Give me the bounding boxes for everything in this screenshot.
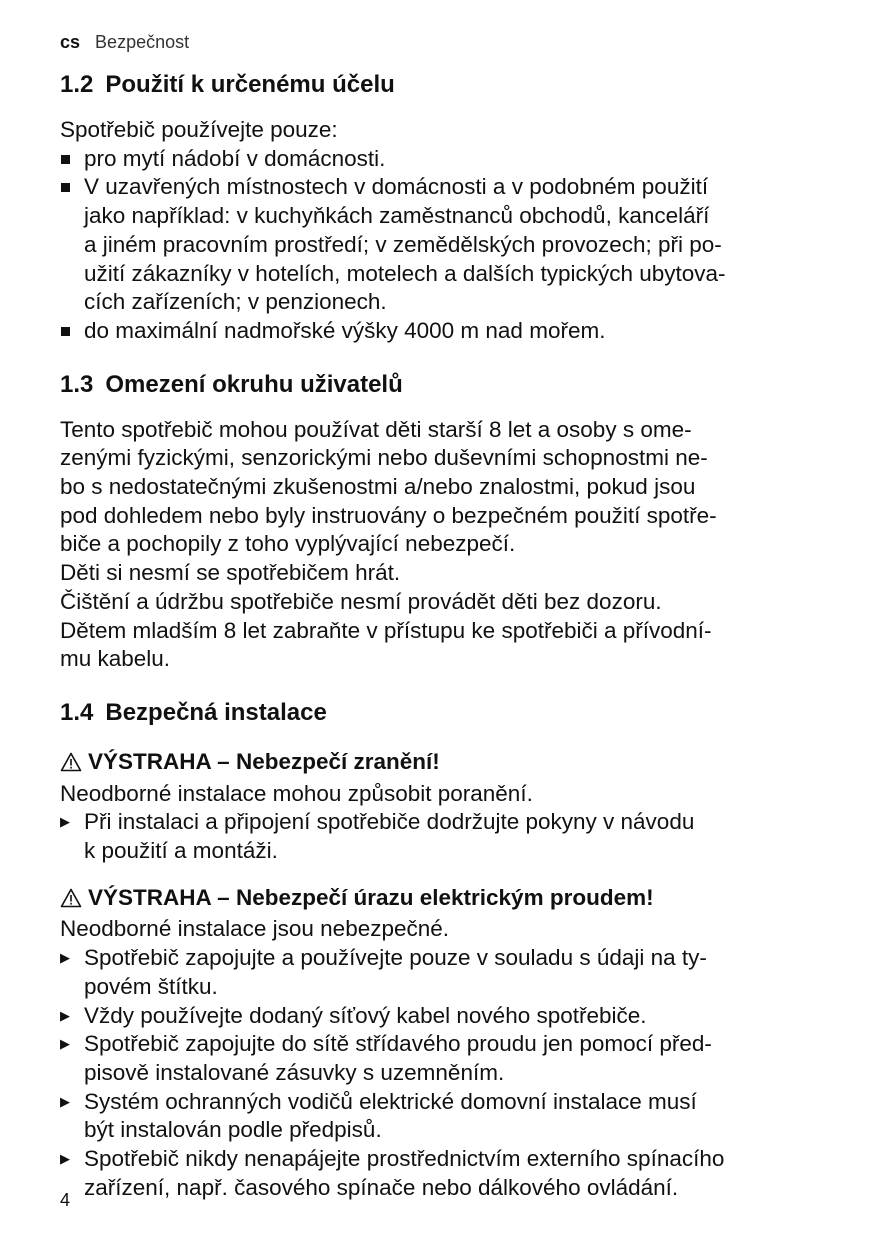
section-number: 1.2 [60, 71, 94, 98]
page-number: 4 [60, 1190, 71, 1210]
list-item-line: být instalován podle předpisů. [84, 1117, 382, 1143]
list-item [60, 173, 820, 317]
text-line: Dětem mladším 8 let zabraňte v přístupu ke spotřebiči a přívodní- [60, 617, 712, 643]
text-line: mu kabelu. [60, 646, 171, 672]
users-paragraph [60, 416, 820, 674]
list-item [60, 317, 820, 346]
language-code: cs [60, 32, 81, 52]
text-line: Tento spotřebič mohou používat děti starší 8 let a osoby s ome- [60, 416, 692, 442]
warning-text: Neodborné instalace jsou nebezpečné. [60, 916, 450, 942]
section-number: 1.3 [60, 370, 94, 398]
arrow-bullet-icon: ▶ [60, 1007, 70, 1023]
warning-title-text: VÝSTRAHA – Nebezpečí zranění! [88, 748, 440, 774]
warning-triangle-icon [60, 887, 82, 916]
page-content [60, 68, 820, 1203]
list-item [60, 1088, 820, 1145]
list-item [60, 1145, 820, 1202]
list-item-line: Při instalaci a připojení spotřebiče dodržujte pokyny v návodu [84, 809, 695, 835]
arrow-bullet-icon: ▶ [60, 1036, 70, 1052]
arrow-bullet-icon: ▶ [60, 950, 70, 966]
list-item-line: Spotřebič nikdy nenapájejte prostřednictvím externího spínacího [84, 1146, 725, 1172]
warning-block [60, 748, 820, 866]
list-item-line: povém štítku. [84, 973, 218, 999]
list-item-line: pisově instalované zásuvky s uzemněním. [84, 1059, 505, 1085]
text-line: bo s nedostatečnými zkušenostmi a/nebo znalostmi, pokud jsou [60, 474, 696, 500]
text-line: Čištění a údržbu spotřebiče nesmí provádět děti bez dozoru. [60, 588, 662, 614]
list-item-line: Spotřebič zapojujte do sítě střídavého proudu jen pomocí před- [84, 1031, 712, 1057]
section-heading-1-3 [60, 368, 820, 402]
warning-title-text: VÝSTRAHA – Nebezpečí úrazu elektrickým proudem! [88, 884, 654, 910]
list-item [60, 944, 820, 1001]
text-line: biče a pochopily z toho vyplývající nebezpečí. [60, 531, 516, 557]
warning-text: Neodborné instalace mohou způsobit poranění. [60, 780, 533, 806]
section-heading-1-2 [60, 68, 820, 102]
intro-text: Spotřebič používejte pouze: [60, 117, 338, 142]
arrow-bullet-icon: ▶ [60, 814, 70, 830]
warning-title [60, 748, 820, 780]
list-item-line: k použití a montáži. [84, 838, 278, 864]
list-item [60, 808, 820, 865]
section-title: Omezení okruhu uživatelů [105, 370, 403, 398]
text-line: zenými fyzickými, senzorickými nebo duševními schopnostmi ne- [60, 445, 708, 471]
warning-title [60, 884, 820, 916]
usage-list [60, 145, 820, 346]
text-line: Děti si nesmí se spotřebičem hrát. [60, 560, 401, 586]
list-item-line: Spotřebič zapojujte a používejte pouze v souladu s údaji na ty- [84, 945, 707, 971]
list-item-line: V uzavřených místnostech v domácnosti a v podobném použití [84, 174, 709, 200]
page-header [60, 30, 189, 54]
list-item-line: jako například: v kuchyňkách zaměstnanců obchodů, kanceláří [84, 203, 710, 229]
warning-block [60, 884, 820, 1203]
list-item [60, 1030, 820, 1087]
warning-list [60, 944, 820, 1202]
warning-list [60, 808, 820, 865]
list-item-line: pro mytí nádobí v domácnosti. [84, 145, 386, 171]
arrow-bullet-icon: ▶ [60, 1151, 70, 1167]
list-item-line: Vždy používejte dodaný síťový kabel nového spotřebiče. [84, 1002, 647, 1028]
text-line: pod dohledem nebo byly instruovány o bezpečném použití spotře- [60, 502, 717, 528]
section-name: Bezpečnost [95, 32, 190, 52]
list-item-line: a jiném pracovním prostředí; v zemědělských provozech; při po- [84, 231, 722, 257]
section-heading-1-4 [60, 696, 820, 730]
list-item [60, 145, 820, 174]
section-title: Použití k určenému účelu [105, 71, 395, 98]
list-item-line: Systém ochranných vodičů elektrické domovní instalace musí [84, 1088, 697, 1114]
list-item-line: cích zařízeních; v penzionech. [84, 289, 387, 315]
list-item [60, 1002, 820, 1031]
list-item-line: do maximální nadmořské výšky 4000 m nad mořem. [84, 317, 606, 343]
arrow-bullet-icon: ▶ [60, 1093, 70, 1109]
list-item-line: zařízení, např. časového spínače nebo dálkového ovládání. [84, 1174, 679, 1200]
list-item-line: užití zákazníky v hotelích, motelech a dalších typických ubytova- [84, 260, 726, 286]
section-number: 1.4 [60, 698, 94, 726]
warning-triangle-icon [60, 751, 82, 780]
section-title: Bezpečná instalace [105, 698, 327, 726]
